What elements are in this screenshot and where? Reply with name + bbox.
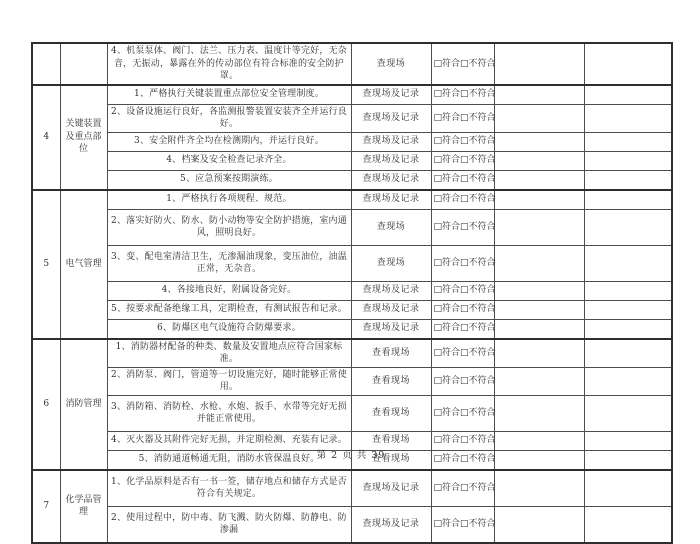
- section-number-cell: 6: [32, 339, 60, 470]
- category-cell: 化学品管理: [60, 470, 107, 543]
- blank-remark-cell: [584, 170, 672, 190]
- table-row: [32, 209, 672, 245]
- blank-result-cell: [494, 367, 584, 395]
- table-row: [32, 506, 672, 543]
- blank-remark-cell: [584, 506, 672, 543]
- blank-remark-cell: [584, 339, 672, 368]
- category-cell: 消防管理: [60, 339, 107, 470]
- compliance-options-cell: □符合□不符合: [431, 470, 494, 507]
- table-row: [32, 190, 672, 210]
- item-text-cell: 3、变、配电室清洁卫生，无渗漏油现象，变压油位，油温正常，无杂音。: [107, 245, 351, 281]
- item-text-cell: 3、安全附件齐全均在检测期内，并运行良好。: [107, 132, 351, 151]
- blank-remark-cell: [584, 43, 672, 85]
- compliance-options-cell: □符合□不符合: [431, 190, 494, 210]
- blank-result-cell: [494, 395, 584, 431]
- checklist-table-body: [32, 43, 672, 543]
- item-text-cell: 2、设备设施运行良好，各监测报警装置安装齐全并运行良好。: [107, 104, 351, 132]
- compliance-options-cell: □符合□不符合: [431, 209, 494, 245]
- blank-remark-cell: [584, 151, 672, 170]
- category-cell: [60, 43, 107, 85]
- item-text-cell: 5、应急预案按期演练。: [107, 170, 351, 190]
- inspection-method-cell: 查现场及记录: [351, 470, 431, 507]
- compliance-options-cell: □符合□不符合: [431, 450, 494, 470]
- blank-result-cell: [494, 281, 584, 300]
- checklist-table: [31, 42, 673, 544]
- item-text-cell: 1、严格执行关键装置重点部位安全管理制度。: [107, 85, 351, 105]
- inspection-method-cell: 查现场及记录: [351, 132, 431, 151]
- table-row: [32, 170, 672, 190]
- blank-result-cell: [494, 43, 584, 85]
- item-text-cell: 6、防爆区电气设施符合防爆要求。: [107, 319, 351, 339]
- item-text-cell: 3、消防箱、消防栓、水枪、水炮、扳手、水带等完好无损并能正常使用。: [107, 395, 351, 431]
- blank-remark-cell: [584, 319, 672, 339]
- section-number-cell: [32, 43, 60, 85]
- table-row: [32, 470, 672, 507]
- table-row: [32, 300, 672, 319]
- inspection-method-cell: 查看现场: [351, 450, 431, 470]
- blank-result-cell: [494, 104, 584, 132]
- blank-result-cell: [494, 190, 584, 210]
- compliance-options-cell: □符合□不符合: [431, 506, 494, 543]
- blank-result-cell: [494, 300, 584, 319]
- compliance-options-cell: □符合□不符合: [431, 339, 494, 368]
- blank-remark-cell: [584, 132, 672, 151]
- table-row: [32, 43, 672, 85]
- compliance-options-cell: □符合□不符合: [431, 132, 494, 151]
- compliance-options-cell: □符合□不符合: [431, 85, 494, 105]
- blank-result-cell: [494, 319, 584, 339]
- category-cell: 电气管理: [60, 190, 107, 339]
- inspection-method-cell: 查现场及记录: [351, 170, 431, 190]
- table-row: [32, 281, 672, 300]
- table-row: [32, 367, 672, 395]
- blank-remark-cell: [584, 367, 672, 395]
- compliance-options-cell: □符合□不符合: [431, 431, 494, 450]
- section-number-cell: 7: [32, 470, 60, 543]
- category-cell: 关键装置及重点部位: [60, 85, 107, 190]
- table-row: [32, 319, 672, 339]
- blank-result-cell: [494, 470, 584, 507]
- blank-result-cell: [494, 132, 584, 151]
- table-row: [32, 395, 672, 431]
- compliance-options-cell: □符合□不符合: [431, 104, 494, 132]
- compliance-options-cell: □符合□不符合: [431, 43, 494, 85]
- inspection-method-cell: 查现场及记录: [351, 190, 431, 210]
- compliance-options-cell: □符合□不符合: [431, 151, 494, 170]
- blank-remark-cell: [584, 281, 672, 300]
- inspection-method-cell: 查现场及记录: [351, 104, 431, 132]
- inspection-method-cell: 查看现场: [351, 395, 431, 431]
- blank-remark-cell: [584, 245, 672, 281]
- inspection-method-cell: 查现场及记录: [351, 281, 431, 300]
- blank-result-cell: [494, 209, 584, 245]
- blank-remark-cell: [584, 209, 672, 245]
- inspection-method-cell: 查现场及记录: [351, 319, 431, 339]
- inspection-method-cell: 查现场及记录: [351, 506, 431, 543]
- blank-remark-cell: [584, 190, 672, 210]
- item-text-cell: 2、使用过程中，防中毒、防飞溅、防火防爆、防静电、防渗漏: [107, 506, 351, 543]
- table-row: [32, 151, 672, 170]
- compliance-options-cell: □符合□不符合: [431, 395, 494, 431]
- inspection-method-cell: 查现场及记录: [351, 151, 431, 170]
- inspection-method-cell: 查看现场: [351, 339, 431, 368]
- compliance-options-cell: □符合□不符合: [431, 319, 494, 339]
- item-text-cell: 4、档案及安全检查记录齐全。: [107, 151, 351, 170]
- section-number-cell: 5: [32, 190, 60, 339]
- inspection-method-cell: 查现场: [351, 43, 431, 85]
- compliance-options-cell: □符合□不符合: [431, 300, 494, 319]
- compliance-options-cell: □符合□不符合: [431, 281, 494, 300]
- item-text-cell: 1、严格执行各项规程、规范。: [107, 190, 351, 210]
- item-text-cell: 5、按要求配备绝缘工具，定期检查，有测试报告和记录。: [107, 300, 351, 319]
- table-row: [32, 85, 672, 105]
- compliance-options-cell: □符合□不符合: [431, 367, 494, 395]
- table-row: [32, 339, 672, 368]
- item-text-cell: 2、消防泵、阀门，管道等一切设施完好，随时能够正常使用。: [107, 367, 351, 395]
- table-row: [32, 132, 672, 151]
- table-row: [32, 245, 672, 281]
- table-row: [32, 104, 672, 132]
- item-text-cell: 4、机泵泵体、阀门、法兰、压力表、温度计等完好，无杂音，无振动，暴露在外的传动部位有符合标准的安全防护罩。: [107, 43, 351, 85]
- page-footer: 第 2 页 共 39: [316, 450, 386, 461]
- compliance-options-cell: □符合□不符合: [431, 170, 494, 190]
- section-number-cell: 4: [32, 85, 60, 190]
- item-text-cell: 4、灭火器及其附件完好无损，并定期检测、充装有记录。: [107, 431, 351, 450]
- item-text-cell: 5、消防通道畅通无阻，消防水管保温良好。: [107, 450, 351, 470]
- blank-result-cell: [494, 170, 584, 190]
- blank-remark-cell: [584, 300, 672, 319]
- blank-result-cell: [494, 339, 584, 368]
- blank-result-cell: [494, 85, 584, 105]
- blank-result-cell: [494, 151, 584, 170]
- blank-result-cell: [494, 245, 584, 281]
- blank-result-cell: [494, 506, 584, 543]
- inspection-method-cell: 查现场及记录: [351, 85, 431, 105]
- blank-remark-cell: [584, 395, 672, 431]
- inspection-method-cell: 查现场及记录: [351, 300, 431, 319]
- item-text-cell: 1、化学品原料是否有一书一签，储存地点和储存方式是否符合有关规定。: [107, 470, 351, 507]
- item-text-cell: 4、各接地良好，附属设备完好。: [107, 281, 351, 300]
- blank-remark-cell: [584, 85, 672, 105]
- blank-remark-cell: [584, 470, 672, 507]
- inspection-method-cell: 查看现场: [351, 431, 431, 450]
- item-text-cell: 1、消防器材配备的种类、数量及安置地点应符合国家标准。: [107, 339, 351, 368]
- compliance-options-cell: □符合□不符合: [431, 245, 494, 281]
- inspection-method-cell: 查现场: [351, 245, 431, 281]
- inspection-method-cell: 查现场: [351, 209, 431, 245]
- item-text-cell: 2、落实好防火、防水、防小动物等安全防护措施，室内通风，照明良好。: [107, 209, 351, 245]
- blank-remark-cell: [584, 104, 672, 132]
- inspection-method-cell: 查看现场: [351, 367, 431, 395]
